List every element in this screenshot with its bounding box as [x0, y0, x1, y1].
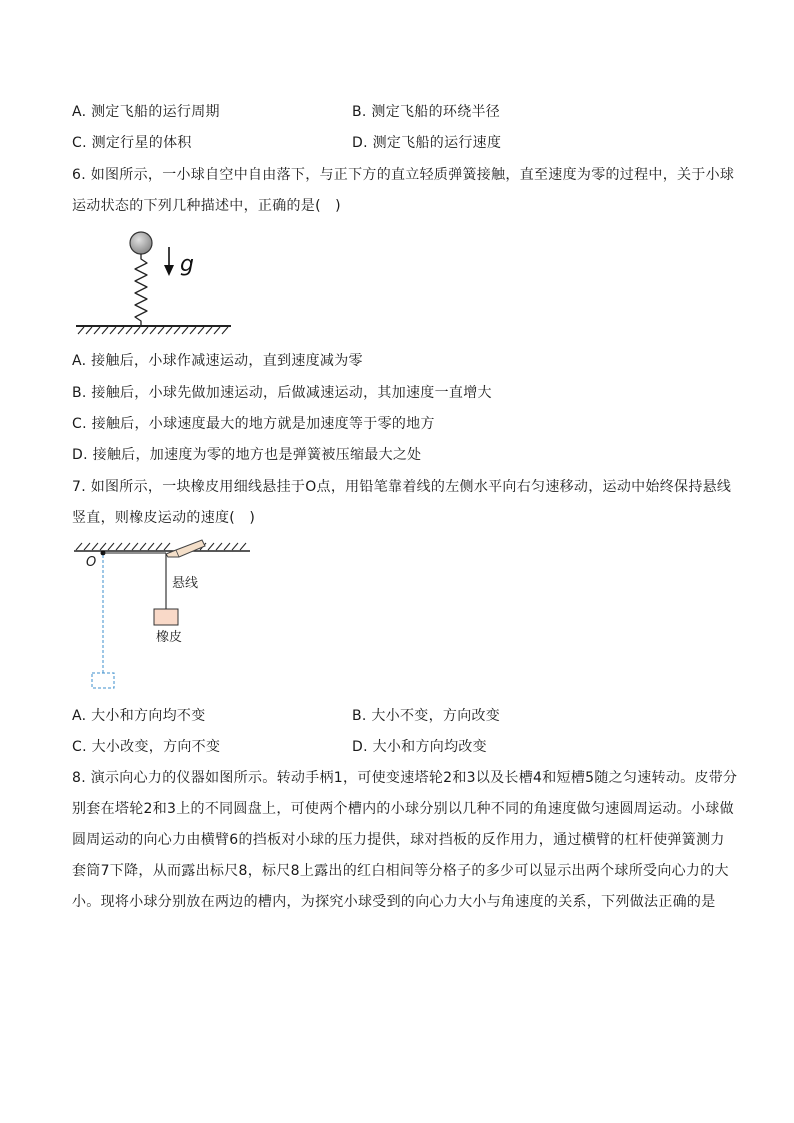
gravity-label: g: [180, 252, 194, 277]
q6-stem-line1: 6. 如图所示，一小球自空中自由落下，与正下方的直立轻质弹簧接触，直至速度为零的过程中，关于小球: [72, 167, 735, 183]
pencil-icon: [166, 540, 205, 557]
ball-icon: [130, 232, 152, 254]
q7-option-b: B. 大小不变，方向改变: [352, 708, 501, 724]
q6-figure-ball-spring: [70, 225, 240, 340]
q8-line5: 小。现将小球分别放在两边的槽内，为探究小球受到的向心力大小与角速度的关系，下列做法正确的是: [72, 894, 716, 910]
q7-option-a: A. 大小和方向均不变: [72, 708, 206, 724]
q7-option-c: C. 大小改变，方向不变: [72, 739, 221, 755]
pivot-label: O: [86, 555, 97, 570]
spring-icon: [135, 254, 147, 325]
q6-option-d: D. 接触后，加速度为零的地方也是弹簧被压缩最大之处: [72, 447, 422, 463]
gravity-arrow-icon: [164, 247, 174, 276]
eraser-icon: [154, 609, 178, 625]
q6-option-a: A. 接触后，小球作减速运动，直到速度减为零: [72, 353, 363, 369]
q6-stem-line2: 运动状态的下列几种描述中，正确的是( ): [72, 198, 341, 214]
initial-position-icon: [92, 673, 114, 688]
ground-hatch-icon: [78, 327, 228, 334]
q5-option-d: D. 测定飞船的运行速度: [352, 135, 502, 151]
q5-option-b: B. 测定飞船的环绕半径: [352, 104, 501, 120]
q7-figure-eraser: [70, 535, 260, 695]
eraser-label: 橡皮: [156, 630, 183, 645]
q7-option-d: D. 大小和方向均改变: [352, 739, 487, 755]
q8-line3: 圆周运动的向心力由横臂6的挡板对小球的压力提供，球对挡板的反作用力，通过横臂的杠杆使弹簧测力: [72, 832, 725, 848]
string-label: 悬线: [172, 576, 199, 591]
q8-line2: 别套在塔轮2和3上的不同圆盘上，可使两个槽内的小球分别以几种不同的角速度做匀速圆周运动。小球做: [72, 801, 734, 817]
q7-stem-line2: 竖直，则橡皮运动的速度( ): [72, 510, 256, 526]
q7-stem-line1: 7. 如图所示，一块橡皮用细线悬挂于O点，用铅笔靠着线的左侧水平向右匀速移动，运动中始终保持悬线: [72, 479, 732, 495]
q8-line4: 套筒7下降，从而露出标尺8，标尺8上露出的红白相间等分格子的多少可以显示出两个球所受向心力的大: [72, 863, 729, 879]
q8-line1: 8. 演示向心力的仪器如图所示。转动手柄1，可使变速塔轮2和3以及长槽4和短槽5随之匀速转动。皮带分: [72, 770, 738, 786]
q5-option-c: C. 测定行星的体积: [72, 135, 192, 151]
q6-option-c: C. 接触后，小球速度最大的地方就是加速度等于零的地方: [72, 416, 435, 432]
ceiling-hatch-icon: [76, 543, 246, 550]
q6-option-b: B. 接触后，小球先做加速运动，后做减速运动，其加速度一直增大: [72, 385, 492, 401]
q5-option-a: A. 测定飞船的运行周期: [72, 104, 220, 120]
